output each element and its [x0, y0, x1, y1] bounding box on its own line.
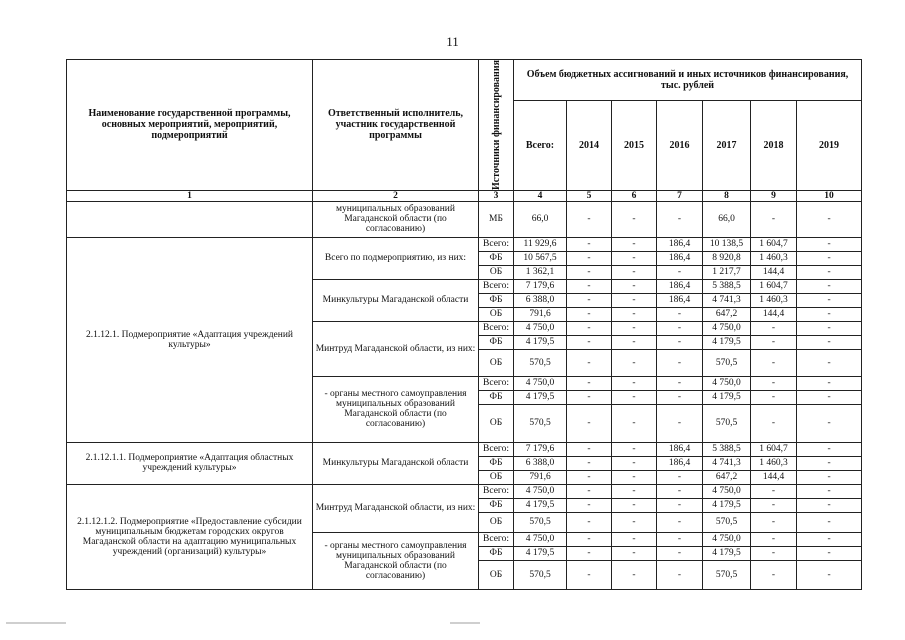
total-value: 791,6 [514, 307, 567, 321]
header-year: 2015 [612, 100, 657, 190]
value-2019: - [797, 293, 862, 307]
value-2016: - [657, 532, 703, 546]
value-2019: - [797, 512, 862, 532]
funding-source: ОБ [479, 404, 514, 442]
subactivity-name: 2.1.12.1.2. Подмероприятие «Предоставление субсидии муниципальным бюджетам городских округов Магаданской области на адаптацию муниципальных учреждений (организаций) культуры» [67, 484, 313, 589]
value-2017: 4 179,5 [703, 498, 751, 512]
total-value: 11 929,6 [514, 237, 567, 251]
value-2014: - [567, 532, 612, 546]
column-number: 2 [313, 190, 479, 201]
scan-artifact [450, 622, 480, 624]
value-2017: 4 750,0 [703, 532, 751, 546]
responsible-cell: Всего по подмероприятию, из них: [313, 237, 479, 279]
value-2015: - [612, 376, 657, 390]
value-2016: - [657, 201, 703, 237]
value-2018: - [751, 376, 797, 390]
value-2014: - [567, 546, 612, 560]
value-2019: - [797, 335, 862, 349]
value-2015: - [612, 512, 657, 532]
responsible-cell: Минкультуры Магаданской области [313, 279, 479, 321]
responsible-cell: - органы местного самоуправления муниципальных образований Магаданской области (по согласованию) [313, 532, 479, 589]
value-2019: - [797, 532, 862, 546]
total-value: 4 179,5 [514, 546, 567, 560]
value-2018: - [751, 390, 797, 404]
value-2016: - [657, 349, 703, 376]
value-2014: - [567, 560, 612, 589]
value-2019: - [797, 265, 862, 279]
value-2016: 186,4 [657, 293, 703, 307]
value-2016: - [657, 512, 703, 532]
value-2017: 66,0 [703, 201, 751, 237]
value-2017: 8 920,8 [703, 251, 751, 265]
funding-source: Всего: [479, 237, 514, 251]
value-2014: - [567, 442, 612, 456]
value-2014: - [567, 251, 612, 265]
value-2017: 1 217,7 [703, 265, 751, 279]
value-2015: - [612, 470, 657, 484]
value-2019: - [797, 201, 862, 237]
column-number: 5 [567, 190, 612, 201]
value-2018: 144,4 [751, 265, 797, 279]
value-2018: 1 460,3 [751, 293, 797, 307]
header-source-cell [479, 60, 514, 191]
funding-source: ФБ [479, 335, 514, 349]
value-2014: - [567, 349, 612, 376]
value-2015: - [612, 442, 657, 456]
value-2015: - [612, 265, 657, 279]
value-2015: - [612, 237, 657, 251]
value-2017: 4 179,5 [703, 546, 751, 560]
value-2018: - [751, 512, 797, 532]
value-2014: - [567, 470, 612, 484]
value-2017: 647,2 [703, 307, 751, 321]
value-2016: - [657, 335, 703, 349]
value-2016: 186,4 [657, 251, 703, 265]
value-2016: 186,4 [657, 237, 703, 251]
total-value: 570,5 [514, 404, 567, 442]
funding-source: ФБ [479, 293, 514, 307]
funding-source: МБ [479, 201, 514, 237]
column-number: 6 [612, 190, 657, 201]
value-2016: - [657, 307, 703, 321]
header-total: Всего: [514, 100, 567, 190]
value-2015: - [612, 456, 657, 470]
value-2016: - [657, 404, 703, 442]
value-2014: - [567, 237, 612, 251]
total-value: 4 750,0 [514, 484, 567, 498]
column-number: 1 [67, 190, 313, 201]
header-source: Источники финансирования [490, 60, 502, 190]
budget-table [66, 59, 862, 590]
header-year: 2019 [797, 100, 862, 190]
value-2014: - [567, 201, 612, 237]
responsible-cell: Минтруд Магаданской области, из них: [313, 484, 479, 532]
value-2015: - [612, 546, 657, 560]
value-2017: 4 750,0 [703, 321, 751, 335]
value-2014: - [567, 307, 612, 321]
value-2019: - [797, 470, 862, 484]
column-number: 3 [479, 190, 514, 201]
value-2018: - [751, 532, 797, 546]
value-2015: - [612, 484, 657, 498]
funding-source: ФБ [479, 546, 514, 560]
value-2017: 10 138,5 [703, 237, 751, 251]
value-2017: 4 741,3 [703, 456, 751, 470]
funding-source: ФБ [479, 456, 514, 470]
value-2017: 570,5 [703, 560, 751, 589]
funding-source: ФБ [479, 390, 514, 404]
value-2019: - [797, 560, 862, 589]
column-number: 9 [751, 190, 797, 201]
funding-source: Всего: [479, 279, 514, 293]
value-2019: - [797, 498, 862, 512]
value-2018: 1 460,3 [751, 456, 797, 470]
value-2018: - [751, 546, 797, 560]
value-2014: - [567, 293, 612, 307]
header-year: 2018 [751, 100, 797, 190]
responsible-cell: Минтруд Магаданской области, из них: [313, 321, 479, 376]
value-2019: - [797, 307, 862, 321]
total-value: 4 179,5 [514, 335, 567, 349]
value-2019: - [797, 456, 862, 470]
value-2014: - [567, 390, 612, 404]
value-2016: - [657, 265, 703, 279]
value-2015: - [612, 498, 657, 512]
value-2014: - [567, 404, 612, 442]
value-2017: 570,5 [703, 349, 751, 376]
total-value: 7 179,6 [514, 442, 567, 456]
column-number: 8 [703, 190, 751, 201]
value-2018: 144,4 [751, 307, 797, 321]
funding-source: Всего: [479, 376, 514, 390]
value-2015: - [612, 293, 657, 307]
value-2019: - [797, 390, 862, 404]
value-2014: - [567, 456, 612, 470]
value-2016: 186,4 [657, 456, 703, 470]
funding-source: ОБ [479, 265, 514, 279]
value-2016: - [657, 376, 703, 390]
value-2014: - [567, 279, 612, 293]
value-2018: - [751, 404, 797, 442]
value-2016: - [657, 498, 703, 512]
total-value: 791,6 [514, 470, 567, 484]
value-2016: - [657, 546, 703, 560]
value-2017: 570,5 [703, 404, 751, 442]
header-volume: Объем бюджетных ассигнований и иных источников финансирования, тыс. рублей [514, 60, 862, 101]
funding-source: Всего: [479, 484, 514, 498]
header-responsible: Ответственный исполнитель, участник государственной программы [313, 60, 479, 191]
value-2014: - [567, 335, 612, 349]
total-value: 4 179,5 [514, 390, 567, 404]
value-2015: - [612, 251, 657, 265]
header-year: 2014 [567, 100, 612, 190]
header-year: 2017 [703, 100, 751, 190]
value-2016: - [657, 484, 703, 498]
value-2017: 4 179,5 [703, 390, 751, 404]
total-value: 570,5 [514, 349, 567, 376]
value-2014: - [567, 321, 612, 335]
value-2016: 186,4 [657, 279, 703, 293]
value-2018: 1 604,7 [751, 442, 797, 456]
funding-source: Всего: [479, 321, 514, 335]
value-2014: - [567, 484, 612, 498]
total-value: 570,5 [514, 560, 567, 589]
value-2019: - [797, 237, 862, 251]
value-2017: 4 179,5 [703, 335, 751, 349]
responsible-cell: Минкультуры Магаданской области [313, 442, 479, 484]
value-2019: - [797, 349, 862, 376]
value-2018: - [751, 321, 797, 335]
value-2014: - [567, 265, 612, 279]
value-2018: - [751, 335, 797, 349]
value-2016: - [657, 470, 703, 484]
total-value: 66,0 [514, 201, 567, 237]
value-2017: 5 388,5 [703, 442, 751, 456]
funding-source: ОБ [479, 560, 514, 589]
value-2018: - [751, 201, 797, 237]
total-value: 4 750,0 [514, 376, 567, 390]
value-2016: - [657, 560, 703, 589]
header-year: 2016 [657, 100, 703, 190]
total-value: 6 388,0 [514, 293, 567, 307]
funding-source: Всего: [479, 532, 514, 546]
value-2019: - [797, 484, 862, 498]
value-2018: - [751, 349, 797, 376]
value-2017: 4 741,3 [703, 293, 751, 307]
value-2019: - [797, 279, 862, 293]
value-2018: 1 604,7 [751, 279, 797, 293]
value-2015: - [612, 335, 657, 349]
value-2019: - [797, 442, 862, 456]
responsible-cell: муниципальных образований Магаданской области (по согласованию) [313, 201, 479, 237]
value-2015: - [612, 201, 657, 237]
value-2018: - [751, 498, 797, 512]
value-2015: - [612, 560, 657, 589]
value-2018: 144,4 [751, 470, 797, 484]
funding-source: ФБ [479, 251, 514, 265]
value-2017: 5 388,5 [703, 279, 751, 293]
value-2014: - [567, 512, 612, 532]
column-number: 10 [797, 190, 862, 201]
funding-source: ФБ [479, 498, 514, 512]
total-value: 7 179,6 [514, 279, 567, 293]
value-2015: - [612, 390, 657, 404]
total-value: 1 362,1 [514, 265, 567, 279]
total-value: 4 750,0 [514, 321, 567, 335]
value-2015: - [612, 307, 657, 321]
page-number: 11 [446, 34, 459, 49]
funding-source: ОБ [479, 349, 514, 376]
value-2018: - [751, 484, 797, 498]
value-2015: - [612, 321, 657, 335]
funding-source: Всего: [479, 442, 514, 456]
header-name: Наименование государственной программы, основных мероприятий, мероприятий, подмероприятий [67, 60, 313, 191]
value-2019: - [797, 376, 862, 390]
total-value: 10 567,5 [514, 251, 567, 265]
value-2019: - [797, 404, 862, 442]
name-cell-empty [67, 201, 313, 237]
value-2014: - [567, 376, 612, 390]
value-2019: - [797, 321, 862, 335]
value-2017: 647,2 [703, 470, 751, 484]
total-value: 570,5 [514, 512, 567, 532]
value-2015: - [612, 532, 657, 546]
total-value: 4 750,0 [514, 532, 567, 546]
value-2017: 4 750,0 [703, 376, 751, 390]
value-2019: - [797, 251, 862, 265]
value-2019: - [797, 546, 862, 560]
value-2014: - [567, 498, 612, 512]
funding-source: ОБ [479, 512, 514, 532]
value-2015: - [612, 349, 657, 376]
value-2017: 570,5 [703, 512, 751, 532]
total-value: 4 179,5 [514, 498, 567, 512]
scan-artifact [6, 622, 66, 624]
value-2016: - [657, 321, 703, 335]
subactivity-name: 2.1.12.1. Подмероприятие «Адаптация учреждений культуры» [67, 237, 313, 442]
value-2015: - [612, 404, 657, 442]
funding-source: ОБ [479, 470, 514, 484]
value-2018: 1 604,7 [751, 237, 797, 251]
column-number: 4 [514, 190, 567, 201]
responsible-cell: - органы местного самоуправления муниципальных образований Магаданской области (по согласованию) [313, 376, 479, 442]
value-2016: - [657, 390, 703, 404]
value-2018: 1 460,3 [751, 251, 797, 265]
value-2017: 4 750,0 [703, 484, 751, 498]
value-2016: 186,4 [657, 442, 703, 456]
funding-source: ОБ [479, 307, 514, 321]
value-2018: - [751, 560, 797, 589]
total-value: 6 388,0 [514, 456, 567, 470]
value-2015: - [612, 279, 657, 293]
subactivity-name: 2.1.12.1.1. Подмероприятие «Адаптация областных учреждений культуры» [67, 442, 313, 484]
column-number: 7 [657, 190, 703, 201]
